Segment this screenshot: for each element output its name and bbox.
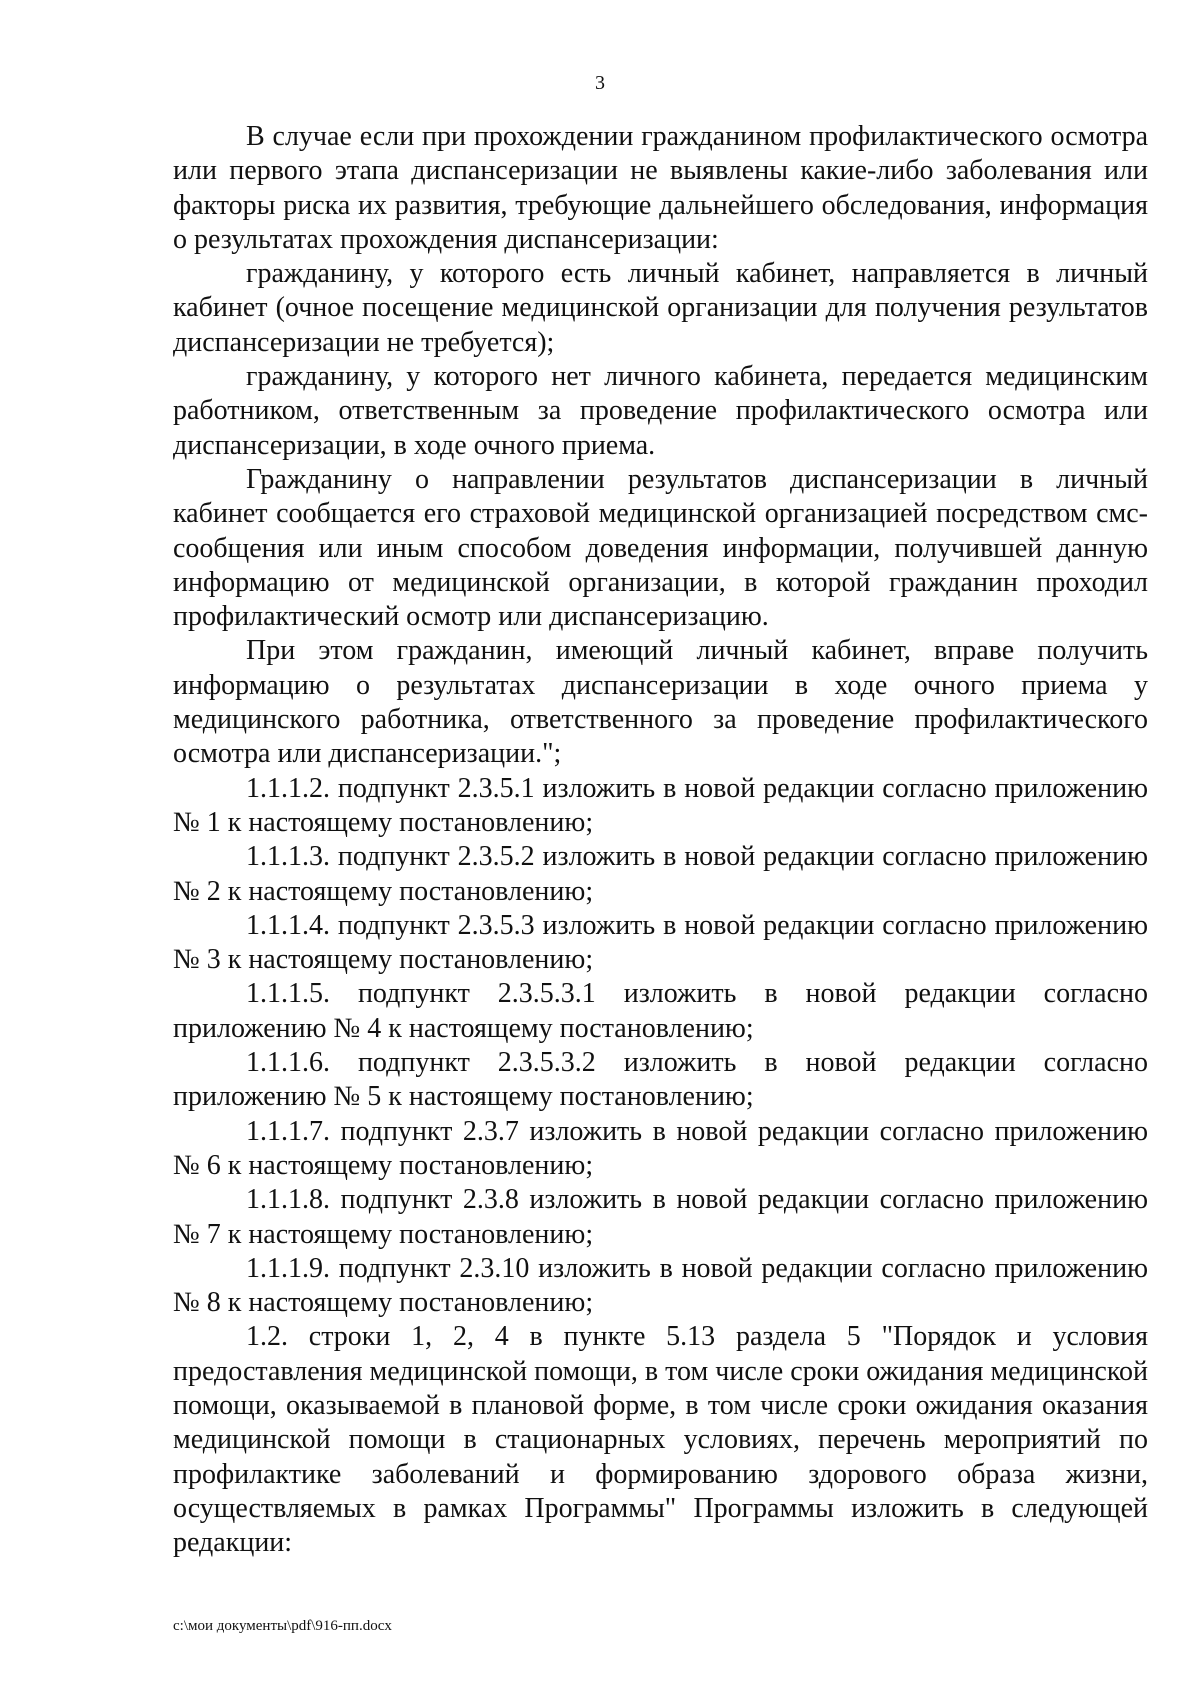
paragraph: В случае если при прохождении гражданином профилактического осмотра или первого этапа диспансеризации не выявлены какие-либо заболевания или факторы риска их развития, требующие дальнейшего обследования, информация о результатах прохождения диспансеризации:	[173, 121, 1148, 255]
paragraph: Гражданину о направлении результатов диспансеризации в личный кабинет сообщается его страховой медицинской организацией посредством смс-сообщения или иным способом доведения информации, получившей данную информацию от медицинской организации, в которой гражданин проходил профилактический осмотр или диспансеризацию.	[173, 463, 1148, 633]
paragraph: 1.1.1.6. подпункт 2.3.5.3.2 изложить в новой редакции согласно приложению № 5 к настоящему постановлению;	[173, 1047, 1148, 1113]
paragraph: 1.1.1.5. подпункт 2.3.5.3.1 изложить в новой редакции согласно приложению № 4 к настоящему постановлению;	[173, 978, 1148, 1044]
document-body	[173, 120, 1148, 1560]
paragraph: 1.1.1.4. подпункт 2.3.5.3 изложить в новой редакции согласно приложению № 3 к настоящему постановлению;	[173, 909, 1148, 976]
page-number: 3	[595, 72, 605, 94]
paragraph: 1.1.1.9. подпункт 2.3.10 изложить в новой редакции согласно приложению № 8 к настоящему постановлению;	[173, 1252, 1148, 1319]
paragraph: 1.1.1.2. подпункт 2.3.5.1 изложить в новой редакции согласно приложению № 1 к настоящему постановлению;	[173, 772, 1148, 838]
footer-file-path: c:\мои документы\pdf\916-пп.docx	[173, 1618, 392, 1634]
paragraph: гражданину, у которого нет личного кабинета, передается медицинским работником, ответственным за проведение профилактического осмотра или диспансеризации, в ходе очного приема.	[173, 361, 1148, 461]
paragraph: 1.1.1.8. подпункт 2.3.8 изложить в новой редакции согласно приложению № 7 к настоящему постановлению;	[173, 1184, 1148, 1250]
paragraph: 1.2. строки 1, 2, 4 в пункте 5.13 раздела 5 "Порядок и условия предоставления медицинской помощи, в том числе сроки ожидания медицинской помощи, оказываемой в плановой форме, в том числе сроки ожидания оказания медицинской помощи в стационарных условиях, перечень мероприятий по профилактике заболеваний и формированию здорового образа жизни, осуществляемых в рамках Программы" Программы изложить в следующей редакции:	[173, 1321, 1148, 1559]
paragraph: 1.1.1.3. подпункт 2.3.5.2 изложить в новой редакции согласно приложению № 2 к настоящему постановлению;	[173, 841, 1148, 907]
paragraph: При этом гражданин, имеющий личный кабинет, вправе получить информацию о результатах диспансеризации в ходе очного приема у медицинского работника, ответственного за проведение профилактического осмотра или диспансеризации.";	[173, 635, 1148, 770]
paragraph: 1.1.1.7. подпункт 2.3.7 изложить в новой редакции согласно приложению № 6 к настоящему постановлению;	[173, 1115, 1148, 1181]
paragraph: гражданину, у которого есть личный кабинет, направляется в личный кабинет (очное посещение медицинской организации для получения результатов диспансеризации не требуется);	[173, 258, 1148, 358]
